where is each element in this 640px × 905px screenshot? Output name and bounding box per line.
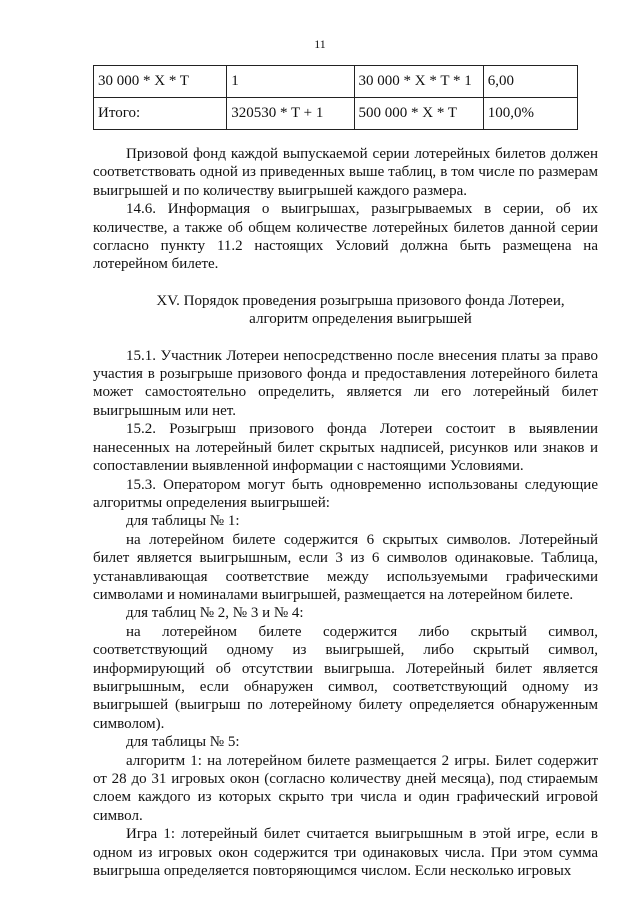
paragraph: 15.2. Розыгрыш призового фонда Лотереи состоит в выявлении нанесенных на лотерейный билет скрытых надписей, рисунков или знаков и сопоставлении выявленной информации с настоящими Условиями. (93, 421, 598, 475)
paragraph: Призовой фонд каждой выпускаемой серии лотерейных билетов должен соответствовать одной из приведенных выше таблиц, в том числе по размерам выигрышей и по количеству выигрышей каждого размера. (93, 146, 598, 199)
table-cell: 320530 * T + 1 (227, 98, 354, 130)
table-cell: Итого: (94, 98, 227, 130)
table-cell: 500 000 * X * T (354, 98, 483, 130)
table-cell: 6,00 (483, 66, 577, 98)
table-row (94, 66, 578, 98)
table-cell: 100,0% (483, 98, 577, 130)
page-number: 11 (314, 37, 326, 51)
section-heading: алгоритм определения выигрышей (249, 311, 472, 328)
paragraph: 15.1. Участник Лотереи непосредственно после внесения платы за право участия в розыгрыше призового фонда и предоставления лотерейного билета может самостоятельно определить, является ли его лотерейный билет выигрышным или нет. (93, 347, 598, 419)
winnings-table (93, 65, 578, 130)
table-cell: 1 (227, 66, 354, 98)
body-text (93, 145, 598, 880)
paragraph: 15.3. Оператором могут быть одновременно использованы следующие алгоритмы определения выигрышей: (93, 476, 598, 511)
paragraph: на лотерейном билете содержится 6 скрытых символов. Лотерейный билет является выигрышным, если 3 из 6 символов одинаковые. Таблица, устанавливающая соответствие между используемыми графическими символами и номиналами выигрышей, размещается на лотерейном билете. (93, 531, 598, 603)
table-cell: 30 000 * X * T * 1 (354, 66, 483, 98)
table-cell: 30 000 * X * T (94, 66, 227, 98)
section-heading: XV. Порядок проведения розыгрыша призового фонда Лотереи, (156, 292, 565, 309)
paragraph: для таблицы № 5: (126, 734, 240, 751)
paragraph: Игра 1: лотерейный билет считается выигрышным в этой игре, если в одном из игровых окон содержится три одинаковых числа. При этом сумма выигрыша определяется повторяющимся числом. Если несколько игровых (93, 826, 598, 880)
paragraph: 14.6. Информация о выигрышах, разыгрываемых в серии, об их количестве, а также об общем количестве лотерейных билетов данной серии согласно пункту 11.2 настоящих Условий должна быть размещена на лотерейном билете. (93, 201, 598, 273)
paragraph: на лотерейном билете содержится либо скрытый символ, соответствующий одному из выигрышей, либо скрытый символ, информирующий об отсутствии выигрыша. Лотерейный билет является выигрышным, если обнаружен символ, соответствующий одному из выигрышей (выигрыш по лотерейному билету определяется обнаруженным символом). (93, 623, 598, 732)
paragraph: алгоритм 1: на лотерейном билете размещается 2 игры. Билет содержит от 28 до 31 игровых окон (согласно количеству дней месяца), под стираемым слоем каждого из которых скрыто три числа и один графический игровой символ. (93, 752, 598, 824)
paragraph: для таблиц № 2, № 3 и № 4: (126, 605, 304, 622)
paragraph: для таблицы № 1: (126, 513, 240, 530)
table-row-total (94, 98, 578, 130)
